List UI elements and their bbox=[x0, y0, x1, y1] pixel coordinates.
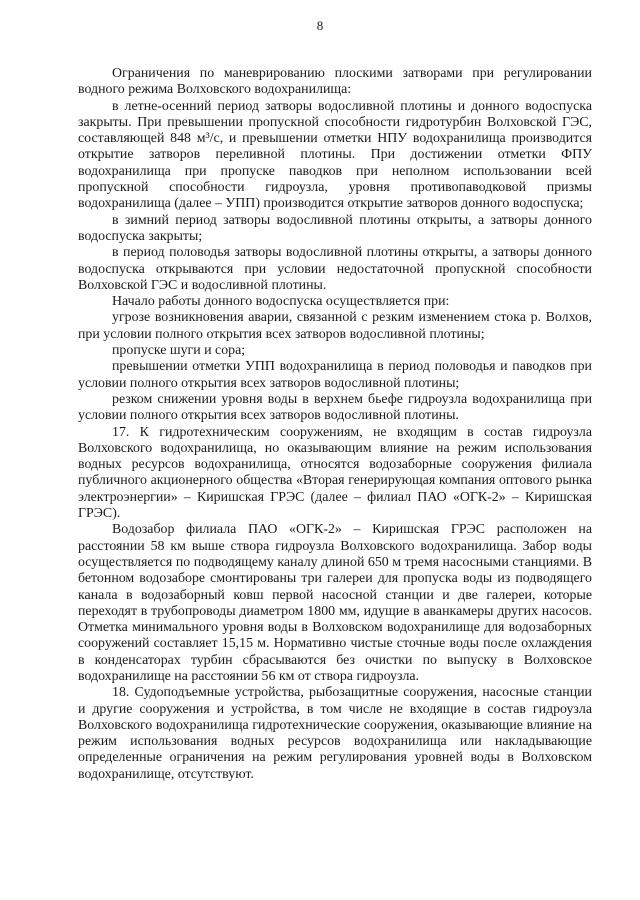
paragraph-ice-debris: пропуске шуги и сора; bbox=[112, 343, 246, 359]
paragraph-level-drop: резком снижении уровня воды в верхнем бьефе гидроузла водохранилища при условии полного открытия всех затворов водосливной плотины. bbox=[78, 391, 592, 424]
paragraph-flood: в период половодья затворы водосливной плотины открыты, а затворы донного водоспуска открываются при условии недостаточной пропускной способности Волховской ГЭС и водосливной плотины. bbox=[78, 245, 592, 293]
paragraph-winter: в зимний период затворы водосливной плотины открыты, а затворы донного водоспуска закрыты; bbox=[78, 212, 592, 244]
paragraph-summer-autumn: в летне-осенний период затворы водосливной плотины и донного водоспуска закрыты. При превышении пропускной способности гидротурбин Волховской ГЭС, составляющей 848 м³/с, и превышении отметки НПУ водохранилища производится открытие затворов переливной плотины. При достижении отметки ФПУ водохранилища при пропуске паводков при неполном использовании всей пропускной способности гидроузла, уровня противопаводковой призмы водохранилища (далее – УПП) производится открытие затворов донного водоспуска; bbox=[78, 98, 592, 212]
document-body bbox=[78, 66, 592, 783]
paragraph-accident-threat: угрозе возникновения аварии, связанной с резким изменением стока р. Волхов, при условии полного открытия всех затворов водосливной плотины; bbox=[78, 310, 592, 342]
paragraph-section-17: 17. К гидротехническим сооружениям, не входящим в состав гидроузла Волховского водохранилища, но оказывающим влияние на режим использования водных ресурсов водохранилища, относятся водозаборные сооружения филиала публичного акционерного общества «Вторая генерирующая компания оптового рынка электроэнергии» – Киришская ГРЭС (далее – филиал ПАО «ОГК-2» – Киришская ГРЭС). bbox=[78, 424, 592, 522]
paragraph-upp-exceed: превышении отметки УПП водохранилища в период половодья и паводков при условии полного открытия всех затворов водосливной плотины; bbox=[78, 359, 592, 391]
page-number: 8 bbox=[316, 18, 324, 33]
paragraph-restrictions-intro: Ограничения по маневрированию плоскими затворами при регулировании водного режима Волховского водохранилища: bbox=[78, 66, 592, 98]
paragraph-section-18: 18. Судоподъемные устройства, рыбозащитные сооружения, насосные станции и другие сооружения и устройства, в том числе не входящие в состав гидроузла Волховского водохранилища гидротехнические сооружения, оказывающие влияние на режим использования водных ресурсов водохранилища или накладывающие определенные ограничения на режим регулирования уровней воды в Волховском водохранилище, отсутствуют. bbox=[78, 685, 592, 782]
paragraph-bottom-outlet-start: Начало работы донного водоспуска осуществляется при: bbox=[112, 294, 450, 310]
paragraph-water-intake: Водозабор филиала ПАО «ОГК-2» – Киришская ГРЭС расположен на расстоянии 58 км выше створа гидроузла Волховского водохранилища. Забор воды осуществляется по подводящему каналу длиной 650 м тремя насосными станциями. В бетонном водозаборе смонтированы три галереи для пропуска воды из подводящего канала в водозаборный ковш первой насосной станции и две галереи, которые переходят в трубопроводы диаметром 1800 мм, идущие в аванкамеры других насосов. Отметка минимального уровня воды в Волховском водохранилище для водозаборных сооружений составляет 15,15 м. Нормативно чистые сточные воды после охлаждения в конденсаторах турбин сбрасываются без очистки по выпуску в Волховское водохранилище на расстоянии 56 км от створа гидроузла. bbox=[78, 522, 592, 684]
